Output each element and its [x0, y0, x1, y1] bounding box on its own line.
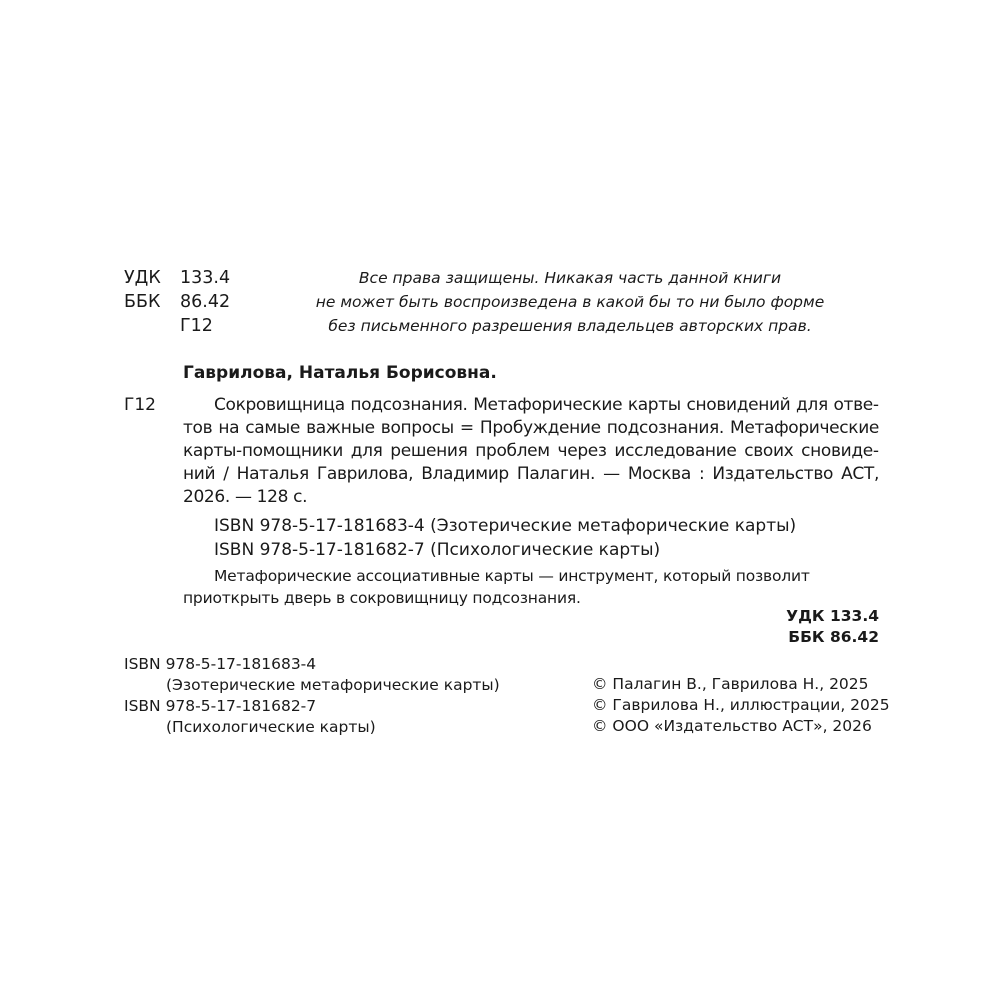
copyright-notices	[592, 674, 890, 737]
isbn-1: ISBN 978-5-17-181683-4	[124, 655, 317, 673]
copyright-line-3: © ООО «Издательство АСТ», 2026	[592, 717, 872, 735]
rights-line-3: без письменного разрешения владельцев авторских прав.	[328, 317, 812, 335]
copyright-line-2: © Гаврилова Н., иллюстрации, 2025	[592, 696, 890, 714]
card-bbk: ББК 86.42	[788, 628, 879, 646]
isbn-1-series: (Эзотерические метафорические карты)	[166, 676, 500, 694]
card-isbn-1: ISBN 978-5-17-181683-4 (Эзотерические метафорические карты)	[214, 516, 797, 536]
isbn-2: ISBN 978-5-17-181682-7	[124, 697, 317, 715]
isbn-list	[124, 654, 500, 738]
udk-value: 133.4	[180, 268, 231, 288]
bibliographic-description: Сокровищница подсознания. Метафорические карты сновидений для ответов на самые важные вопросы = Пробуждение подсознания. Метафорические карты-помощники для решения проблем через исследование своих сновидений / Наталья Гаврилова, Владимир Палагин. — Москва : Издательство АСТ, 2026. — 128 с.	[183, 395, 879, 507]
rights-notice	[300, 266, 840, 338]
rights-line-1: Все права защищены. Никакая часть данной книги	[358, 269, 782, 287]
annotation: Метафорические ассоциативные карты — инструмент, который позволит приоткрыть дверь в сокровищницу подсознания.	[183, 567, 810, 607]
card-author-mark: Г12	[124, 395, 156, 415]
udk-label: УДК	[124, 268, 161, 288]
bbk-label: ББК	[124, 292, 161, 312]
card-udk: УДК 133.4	[786, 607, 879, 625]
card-isbn-2: ISBN 978-5-17-181682-7 (Психологические карты)	[214, 540, 661, 560]
classification-codes	[124, 266, 230, 338]
author-mark-row	[124, 314, 230, 338]
card-isbn-block	[214, 514, 796, 562]
udk-row	[124, 266, 230, 290]
bbk-value: 86.42	[180, 292, 231, 312]
card-classification	[700, 606, 879, 648]
author-heading: Гаврилова, Наталья Борисовна.	[183, 363, 497, 383]
isbn-2-series: (Психологические карты)	[166, 718, 376, 736]
rights-line-2: не может быть воспроизведена в какой бы то ни было форме	[315, 293, 825, 311]
copyright-line-1: © Палагин В., Гаврилова Н., 2025	[592, 675, 869, 693]
author-mark: Г12	[180, 316, 213, 336]
bbk-row	[124, 290, 230, 314]
